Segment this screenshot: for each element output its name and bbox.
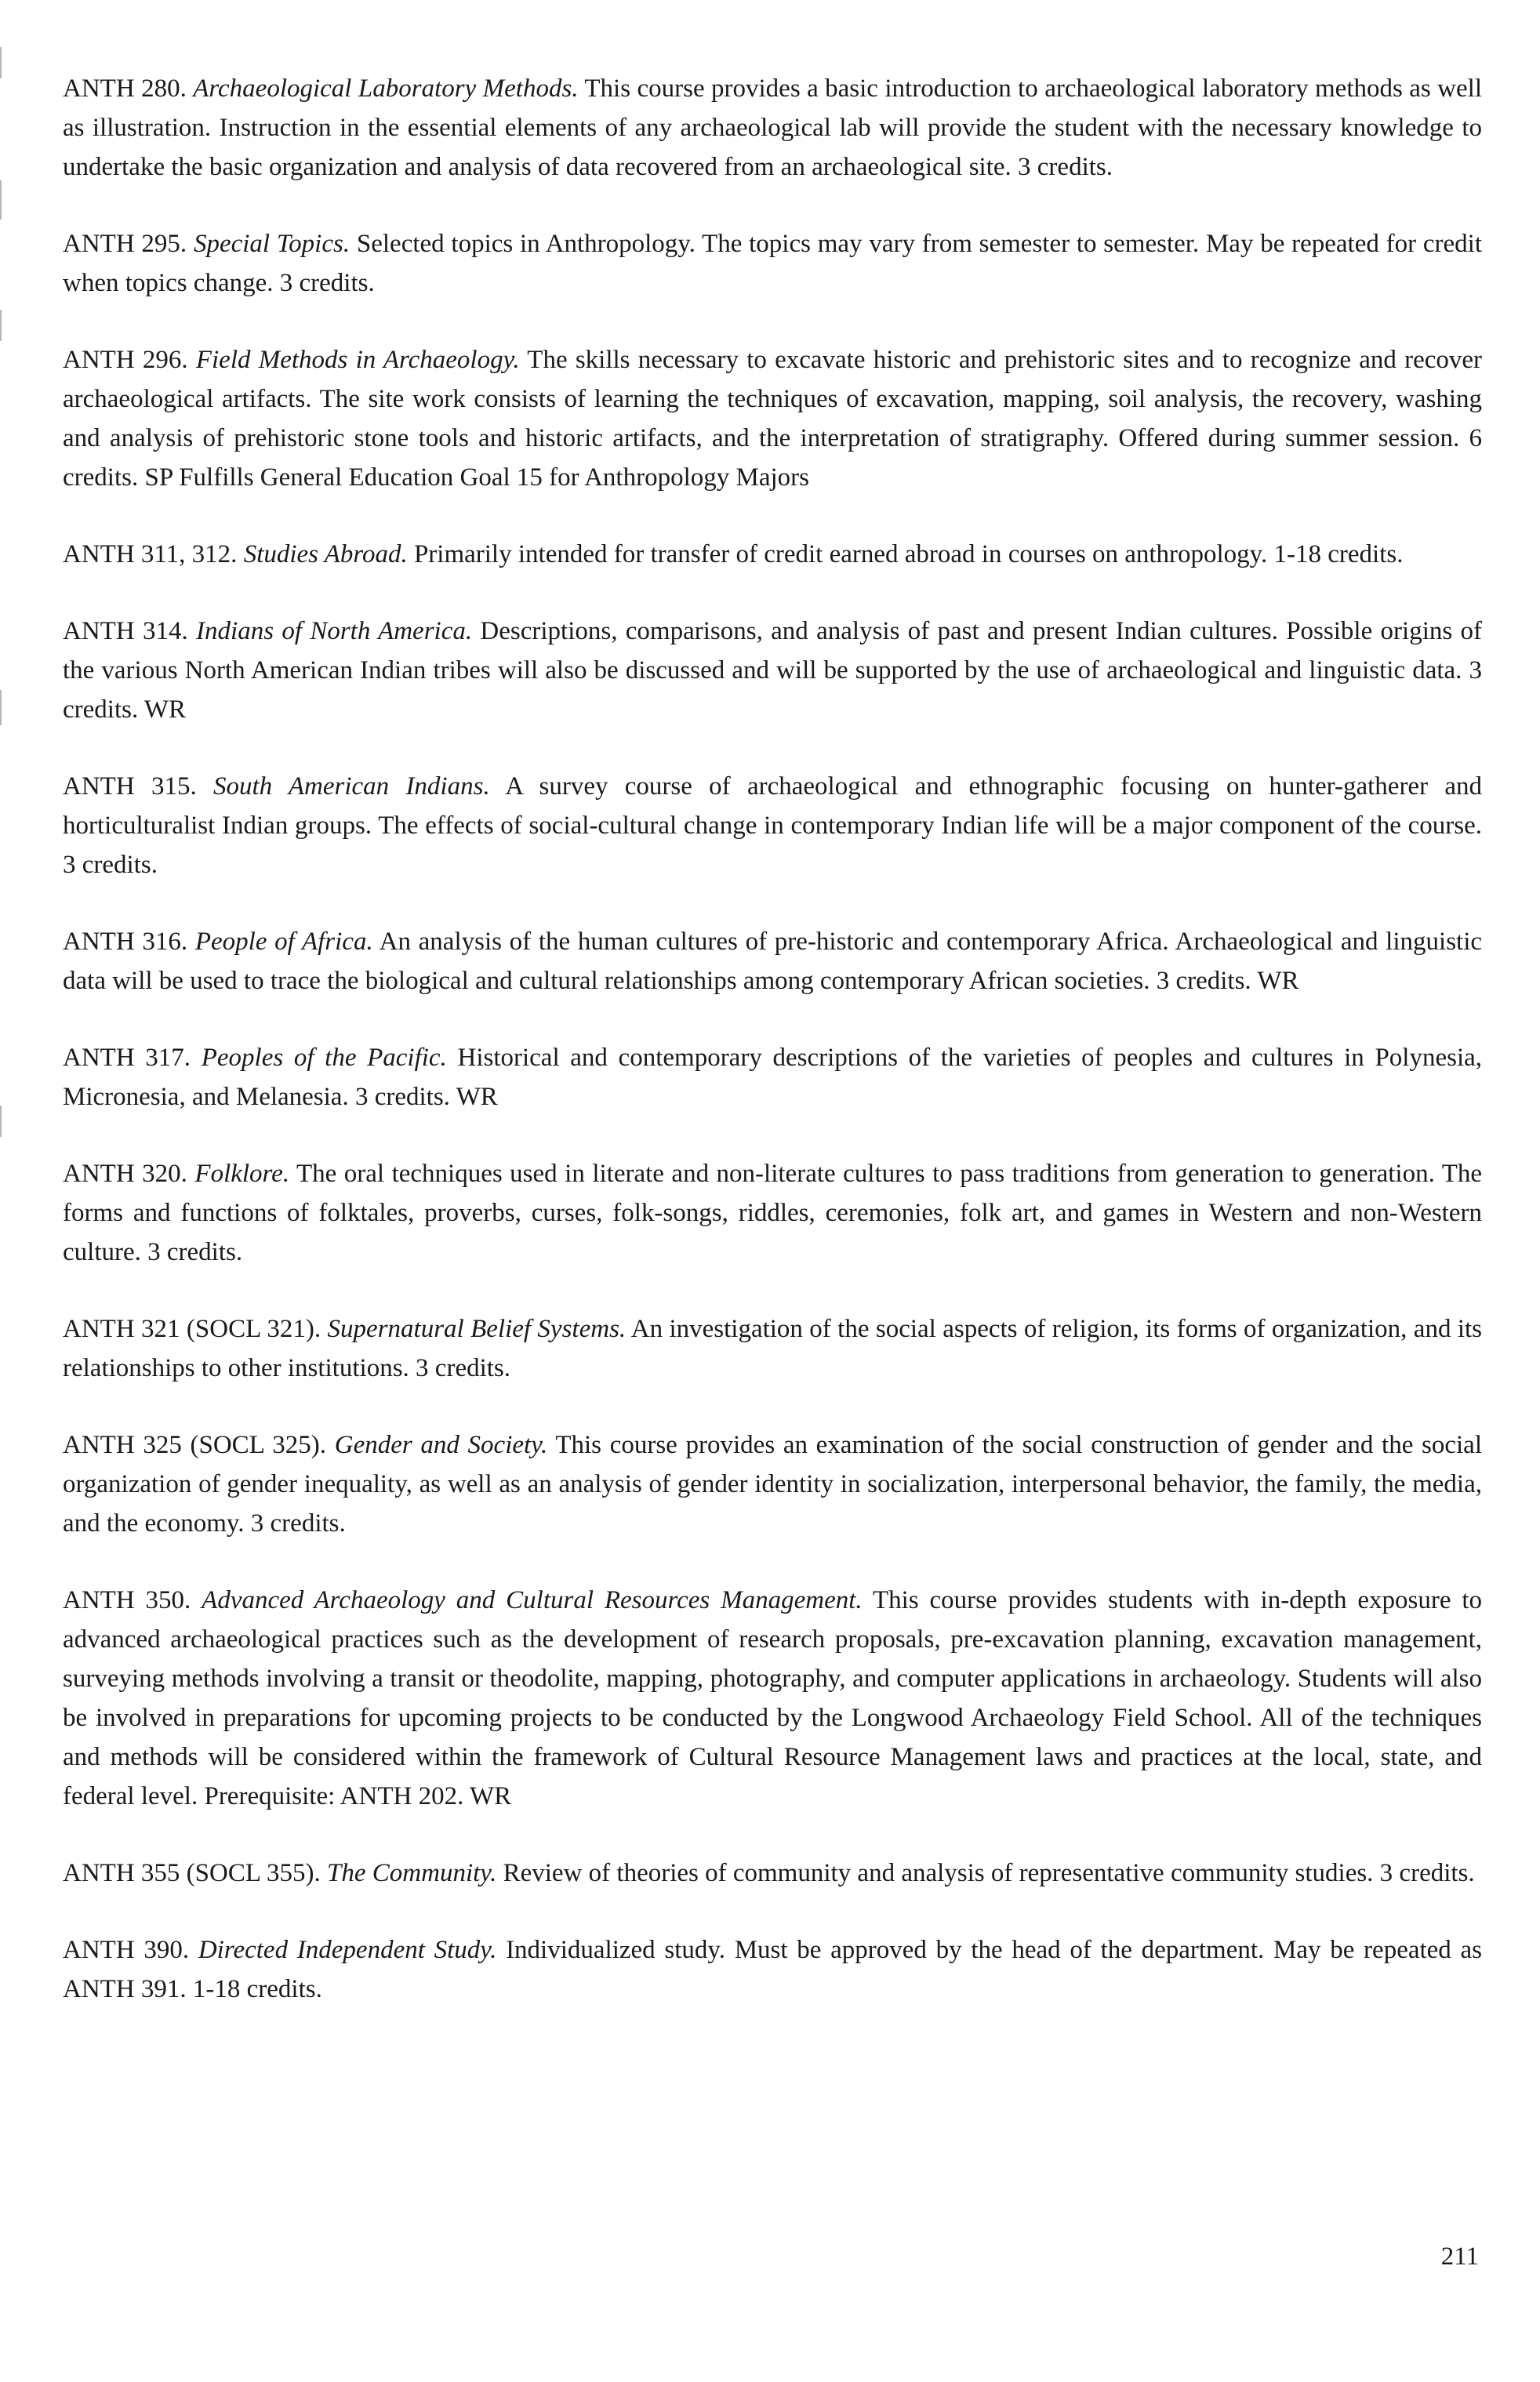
course-description: Individualized study. Must be approved by the head of the department. May be repeated as ANTH 391. 1-18 credits. [63, 1936, 1483, 2003]
course-code: ANTH 296. [63, 346, 188, 374]
page-number: 211 [1440, 2242, 1479, 2271]
course-description: An investigation of the social aspects of religion, its forms of organization, and its relationships to other institutions. 3 credits. [63, 1315, 1483, 1382]
course-entry [63, 1038, 1482, 1117]
course-title: People of Africa. [194, 928, 373, 956]
course-catalog-page [63, 69, 1482, 2046]
course-code: ANTH 317. [63, 1044, 191, 1072]
course-title: Folklore. [194, 1160, 290, 1188]
course-title: Indians of North America. [196, 617, 473, 645]
scan-edge-mark [0, 690, 2, 725]
course-entry [63, 224, 1482, 303]
course-entry [63, 340, 1482, 497]
course-entry [63, 1581, 1482, 1816]
course-description: Descriptions, comparisons, and analysis of past and present Indian cultures. Possible origins of the various North American Indian tribes will also be discussed and will be supported by the use of archaeological and linguistic data. 3 credits. WR [63, 617, 1483, 724]
course-title: Advanced Archaeology and Cultural Resources Management. [202, 1586, 863, 1614]
course-code: ANTH 295. [63, 230, 187, 258]
course-code: ANTH 320. [63, 1160, 187, 1188]
course-entry [63, 612, 1482, 729]
course-description: Primarily intended for transfer of credit earned abroad in courses on anthropology. 1-18 credits. [413, 540, 1404, 568]
course-description: An analysis of the human cultures of pre-historic and contemporary Africa. Archaeological and linguistic data will be used to trace the biological and cultural relationships among contemporary African societies. 3 credits. WR [63, 928, 1483, 995]
course-description: The oral techniques used in literate and non-literate cultures to pass traditions from generation to generation. The forms and functions of folktales, proverbs, curses, folk-songs, riddles, ceremonies, folk art, and games in Western and non-Western culture. 3 credits. [63, 1160, 1483, 1266]
course-title: Archaeological Laboratory Methods. [193, 74, 579, 103]
course-code: ANTH 321 (SOCL 321). [63, 1315, 321, 1343]
course-description: Selected topics in Anthropology. The topics may vary from semester to semester. May be repeated for credit when topics change. 3 credits. [63, 230, 1483, 297]
course-entry [63, 922, 1482, 1000]
course-title: South American Indians. [213, 772, 490, 801]
course-description: Review of theories of community and analysis of representative community studies. 3 credits. [503, 1859, 1475, 1887]
course-code: ANTH 355 (SOCL 355). [63, 1859, 321, 1887]
course-entry [63, 69, 1482, 187]
course-code: ANTH 350. [63, 1586, 191, 1614]
scan-edge-mark [0, 1106, 2, 1137]
course-title: Field Methods in Archaeology. [195, 346, 520, 374]
course-title: Studies Abroad. [243, 540, 408, 568]
course-entry [63, 1854, 1482, 1893]
course-description: A survey course of archaeological and ethnographic focusing on hunter-gatherer and horticulturalist Indian groups. The effects of social-cultural change in contemporary Indian life will be a major component of the course. 3 credits. [63, 772, 1483, 879]
scan-edge-mark [0, 180, 2, 220]
course-code: ANTH 316. [63, 928, 188, 956]
course-title: Directed Independent Study. [198, 1936, 497, 1964]
course-code: ANTH 390. [63, 1936, 190, 1964]
course-entry [63, 1425, 1482, 1543]
course-entry [63, 535, 1482, 574]
course-code: ANTH 325 (SOCL 325). [63, 1431, 327, 1459]
course-entry [63, 1154, 1482, 1272]
course-description: This course provides an examination of the social construction of gender and the social organization of gender inequality, as well as an analysis of gender identity in socialization, interpersonal behavior, the family, the media, and the economy. 3 credits. [63, 1431, 1482, 1538]
course-title: Gender and Society. [334, 1431, 548, 1459]
course-code: ANTH 311, 312. [63, 540, 238, 568]
course-title: Special Topics. [193, 230, 350, 258]
scan-edge-mark [0, 47, 2, 78]
course-title: Supernatural Belief Systems. [327, 1315, 627, 1343]
course-code: ANTH 280. [63, 74, 187, 103]
course-entry [63, 767, 1482, 884]
course-code: ANTH 314. [63, 617, 188, 645]
course-description: This course provides a basic introduction to archaeological laboratory methods as well as illustration. Instruction in the essential elements of any archaeological lab will provide the student with the necessary knowledge to undertake the basic organization and analysis of data recovered from an archaeological site. 3 credits. [63, 74, 1482, 181]
scan-edge-mark [0, 310, 2, 341]
course-entry [63, 1930, 1482, 2009]
course-description: The skills necessary to excavate historic and prehistoric sites and to recognize and recover archaeological artifacts. The site work consists of learning the techniques of excavation, mapping, soil analysis, the recovery, washing and analysis of prehistoric stone tools and historic artifacts, and the interpretation of stratigraphy. Offered during summer session. 6 credits. SP Fulfills General Education Goal 15 for Anthropology Majors [63, 346, 1482, 492]
course-description: Historical and contemporary descriptions of the varieties of peoples and cultures in Polynesia, Micronesia, and Melanesia. 3 credits. WR [63, 1044, 1483, 1111]
course-title: Peoples of the Pacific. [201, 1044, 447, 1072]
course-entry [63, 1309, 1482, 1388]
course-title: The Community. [327, 1859, 497, 1887]
course-description: This course provides students with in-depth exposure to advanced archaeological practices such as the development of research proposals, pre-excavation planning, excavation management, surveying methods involving a transit or theodolite, mapping, photography, and computer applications in archaeology. Students will also be involved in preparations for upcoming projects to be conducted by the Longwood Archaeology Field School. All of the techniques and methods will be considered within the framework of Cultural Resource Management laws and practices at the local, state, and federal level. Prerequisite: ANTH 202. WR [63, 1586, 1483, 1810]
course-code: ANTH 315. [63, 772, 197, 801]
